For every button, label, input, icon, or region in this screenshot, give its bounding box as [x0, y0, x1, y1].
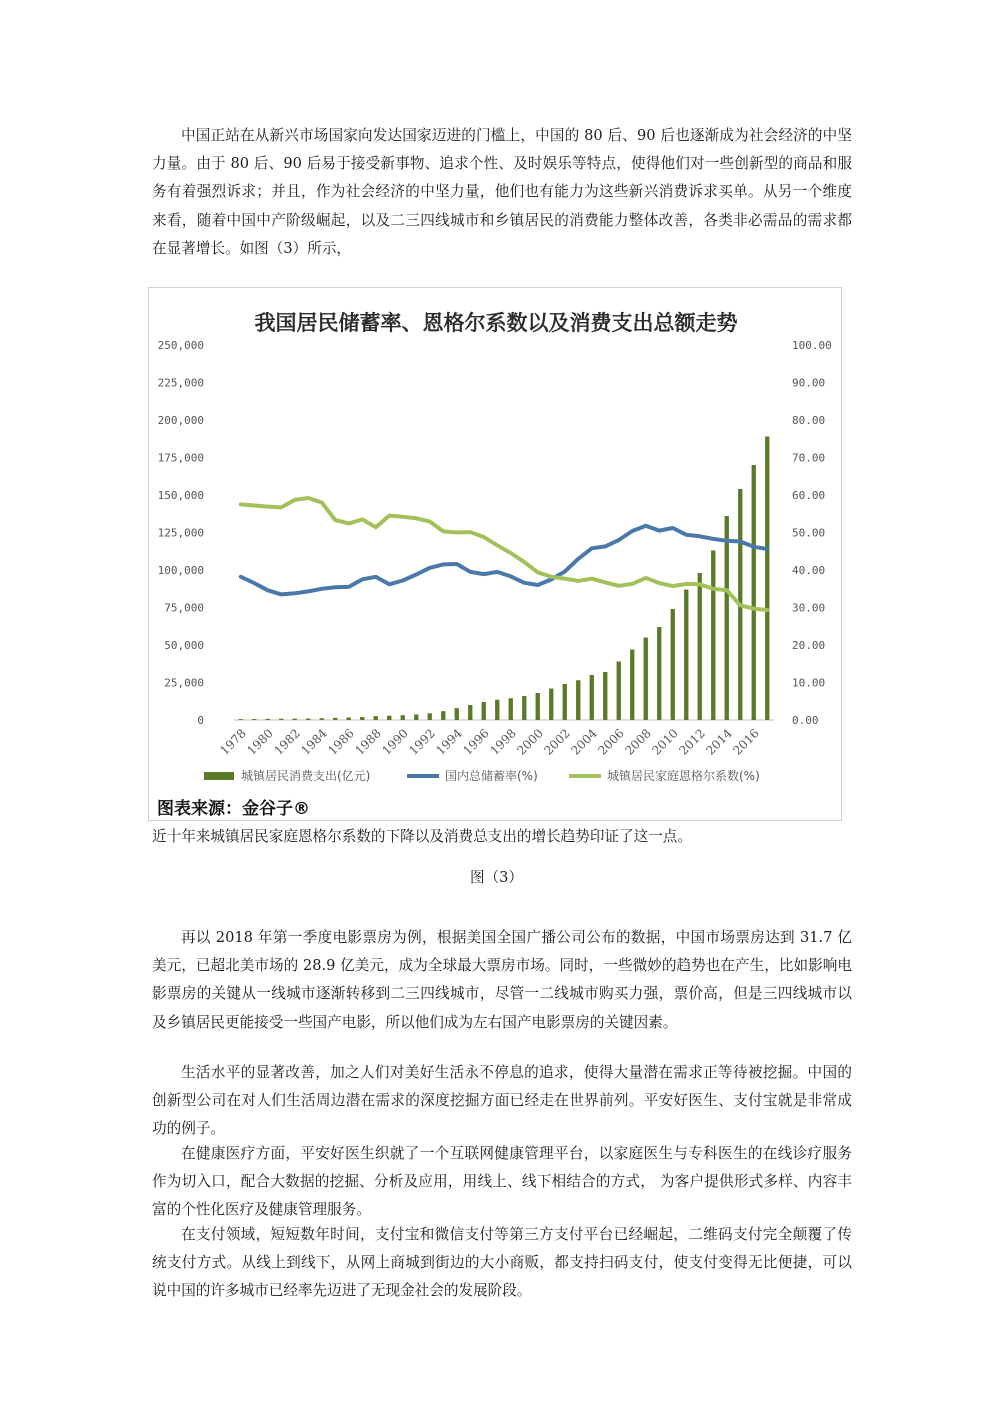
- y-right-tick-label: 30.00: [792, 601, 826, 615]
- chart-legend: [204, 768, 760, 783]
- chart-container: [148, 287, 842, 821]
- y-left-tick-label: 225,000: [157, 376, 204, 390]
- bar-consumption-2016: [752, 465, 756, 720]
- bar-consumption-2017: [765, 437, 769, 721]
- y-left-tick-label: 250,000: [157, 339, 204, 352]
- x-tick-label: 2006: [595, 726, 627, 758]
- y-right-tick-label: 100.00: [792, 339, 832, 352]
- payment-paragraph: 在支付领域，短短数年时间，支付宝和微信支付等第三方支付平台已经崛起，二维码支付完全颠覆了传统支付方式。从线上到线下，从网上商城到街边的大小商贩，都支持扫码支付，使支付变得无比便捷，可以说中国的许多城市已经率先迈进了无现金社会的发展阶段。: [152, 1226, 852, 1300]
- bar-consumption-1987: [360, 717, 364, 720]
- bar-consumption-2007: [630, 650, 634, 721]
- bar-consumption-2010: [671, 609, 675, 720]
- bar-consumption-2005: [603, 672, 607, 720]
- chart-svg: [149, 288, 843, 822]
- x-tick-label: 2016: [730, 726, 762, 758]
- y-right-tick-label: 10.00: [792, 676, 826, 690]
- x-tick-label: 1996: [460, 726, 492, 758]
- x-tick-label: 2002: [541, 726, 573, 758]
- bar-consumption-2008: [644, 638, 648, 721]
- legend-label-consumption: 城镇居民消费支出(亿元): [241, 769, 371, 783]
- legend-swatch-consumption: [204, 772, 234, 780]
- bar-consumption-1984: [320, 718, 324, 720]
- x-tick-label: 2012: [676, 726, 708, 758]
- bar-consumption-1979: [252, 719, 256, 720]
- bar-consumption-2002: [563, 684, 567, 720]
- healthcare-paragraph: 在健康医疗方面，平安好医生织就了一个互联网健康管理平台，以家庭医生与专科医生的在线诊疗服务作为切入口，配合大数据的挖掘、分析及应用，用线上、线下相结合的方式， 为客户提供形式多样、内容丰富的个性化医疗及健康管理服务。: [152, 1145, 852, 1219]
- x-tick-label: 1990: [379, 726, 411, 758]
- chart-source: 图表来源：金谷子®: [157, 799, 310, 819]
- y-left-tick-label: 125,000: [157, 526, 204, 540]
- bar-consumption-2011: [684, 590, 688, 721]
- y-right-tick-label: 70.00: [792, 451, 826, 465]
- x-tick-label: 2010: [649, 726, 681, 758]
- y-right-tick-label: 80.00: [792, 414, 826, 427]
- bar-consumption-2009: [657, 627, 661, 720]
- x-tick-label: 1982: [271, 726, 303, 758]
- bar-consumption-2001: [549, 689, 553, 721]
- y-left-tick-label: 150,000: [157, 489, 204, 502]
- bar-consumption-1991: [414, 714, 418, 720]
- bar-consumption-2013: [711, 551, 715, 721]
- y-left-tick-label: 100,000: [157, 564, 204, 577]
- bar-consumption-1997: [495, 700, 499, 720]
- bar-consumption-1980: [266, 719, 270, 720]
- bar-consumption-1993: [441, 711, 445, 720]
- x-tick-label: 2000: [514, 726, 546, 758]
- bar-consumption-1989: [387, 716, 391, 720]
- y-right-tick-label: 50.00: [792, 526, 826, 540]
- bar-consumption-1999: [522, 696, 526, 720]
- x-tick-label: 1992: [406, 726, 438, 758]
- bar-consumption-1982: [293, 719, 297, 720]
- x-tick-label: 1998: [487, 726, 519, 758]
- x-tick-label: 2004: [568, 726, 600, 758]
- bar-consumption-1994: [455, 708, 459, 720]
- y-left-tick-label: 175,000: [157, 451, 204, 465]
- bar-consumption-1996: [482, 702, 486, 720]
- y-left-tick-label: 50,000: [164, 639, 204, 652]
- chart-bars: [239, 437, 770, 721]
- x-tick-label: 1978: [217, 726, 249, 758]
- x-tick-label: 2008: [622, 726, 654, 758]
- bar-consumption-2014: [725, 516, 729, 720]
- bar-consumption-1995: [468, 705, 472, 720]
- chart-conclusion-text: 近十年来城镇居民家庭恩格尔系数的下降以及消费总支出的增长趋势印证了这一点。: [152, 828, 692, 845]
- bar-consumption-1981: [279, 719, 283, 720]
- y-left-tick-label: 200,000: [157, 414, 204, 427]
- x-tick-label: 1988: [352, 726, 384, 758]
- y-right-tick-label: 20.00: [792, 639, 826, 652]
- x-tick-label: 1994: [433, 726, 465, 758]
- y-right-tick-label: 90.00: [792, 376, 826, 390]
- bar-consumption-2006: [617, 662, 621, 721]
- bar-consumption-1978: [239, 719, 243, 720]
- legend-label-engel: 城镇居民家庭恩格尔系数(%): [607, 769, 760, 783]
- figure-caption: 图（3）: [469, 869, 524, 886]
- bar-consumption-1983: [306, 719, 310, 721]
- bar-consumption-1998: [509, 698, 513, 720]
- x-tick-label: 1986: [325, 726, 357, 758]
- bar-consumption-2000: [536, 693, 540, 720]
- x-tick-label: 1980: [244, 726, 276, 758]
- box-office-paragraph: 再以 2018 年第一季度电影票房为例，根据美国全国广播公司公布的数据，中国市场票房达到 31.7 亿美元，已超北美市场的 28.9 亿美元，成为全球最大票房市场。同时，一些微妙的趋势也在产生，比如影响电影票房的关键从一线城市逐渐转移到二三四线城市，尽管一二线城市购买力强，票价高，但是三四线城市以及乡镇居民更能接受一些国产电影，所以他们成为左右国产电影票房的关键因素。: [152, 929, 852, 1031]
- bar-consumption-1985: [333, 718, 337, 720]
- y-right-tick-label: 0.00: [792, 714, 819, 727]
- bar-consumption-1986: [347, 717, 351, 720]
- bar-consumption-2004: [590, 675, 594, 720]
- x-tick-label: 1984: [298, 726, 330, 758]
- bar-consumption-1988: [374, 716, 378, 720]
- bar-consumption-2012: [698, 573, 702, 720]
- bar-consumption-1992: [428, 713, 432, 720]
- y-right-tick-label: 40.00: [792, 564, 826, 577]
- bar-consumption-2003: [576, 680, 580, 720]
- x-tick-label: 2014: [703, 726, 735, 758]
- bar-consumption-1990: [401, 715, 405, 720]
- y-left-tick-label: 75,000: [164, 601, 204, 615]
- y-left-tick-label: 25,000: [164, 676, 204, 690]
- intro-paragraph: 中国正站在从新兴市场国家向发达国家迈进的门槛上，中国的 80 后、90 后也逐渐成为社会经济的中坚力量。由于 80 后、90 后易于接受新事物、追求个性、及时娱乐等特点，使得他们对一些创新型的商品和服务有着强烈诉求；并且，作为社会经济的中坚力量，他们也有能力为这些新兴消费诉求买单。从另一个维度来看，随着中国中产阶级崛起，以及二三四线城市和乡镇居民的消费能力整体改善，各类非必需品的需求都在显著增长。如图（3）所示，: [152, 127, 852, 257]
- chart-title: 我国居民储蓄率、恩格尔系数以及消费支出总额走势: [254, 311, 738, 335]
- legend-label-savings: 国内总储蓄率(%): [445, 769, 538, 783]
- y-left-tick-label: 0: [197, 714, 204, 727]
- y-right-tick-label: 60.00: [792, 489, 826, 502]
- chart-axes: [158, 339, 832, 758]
- living-standard-paragraph: 生活水平的显著改善，加之人们对美好生活永不停息的追求，使得大量潜在需求正等待被挖掘。中国的创新型公司在对人们生活周边潜在需求的深度挖掘方面已经走在世界前列。平安好医生、支付宝就是非常成功的例子。: [152, 1064, 852, 1138]
